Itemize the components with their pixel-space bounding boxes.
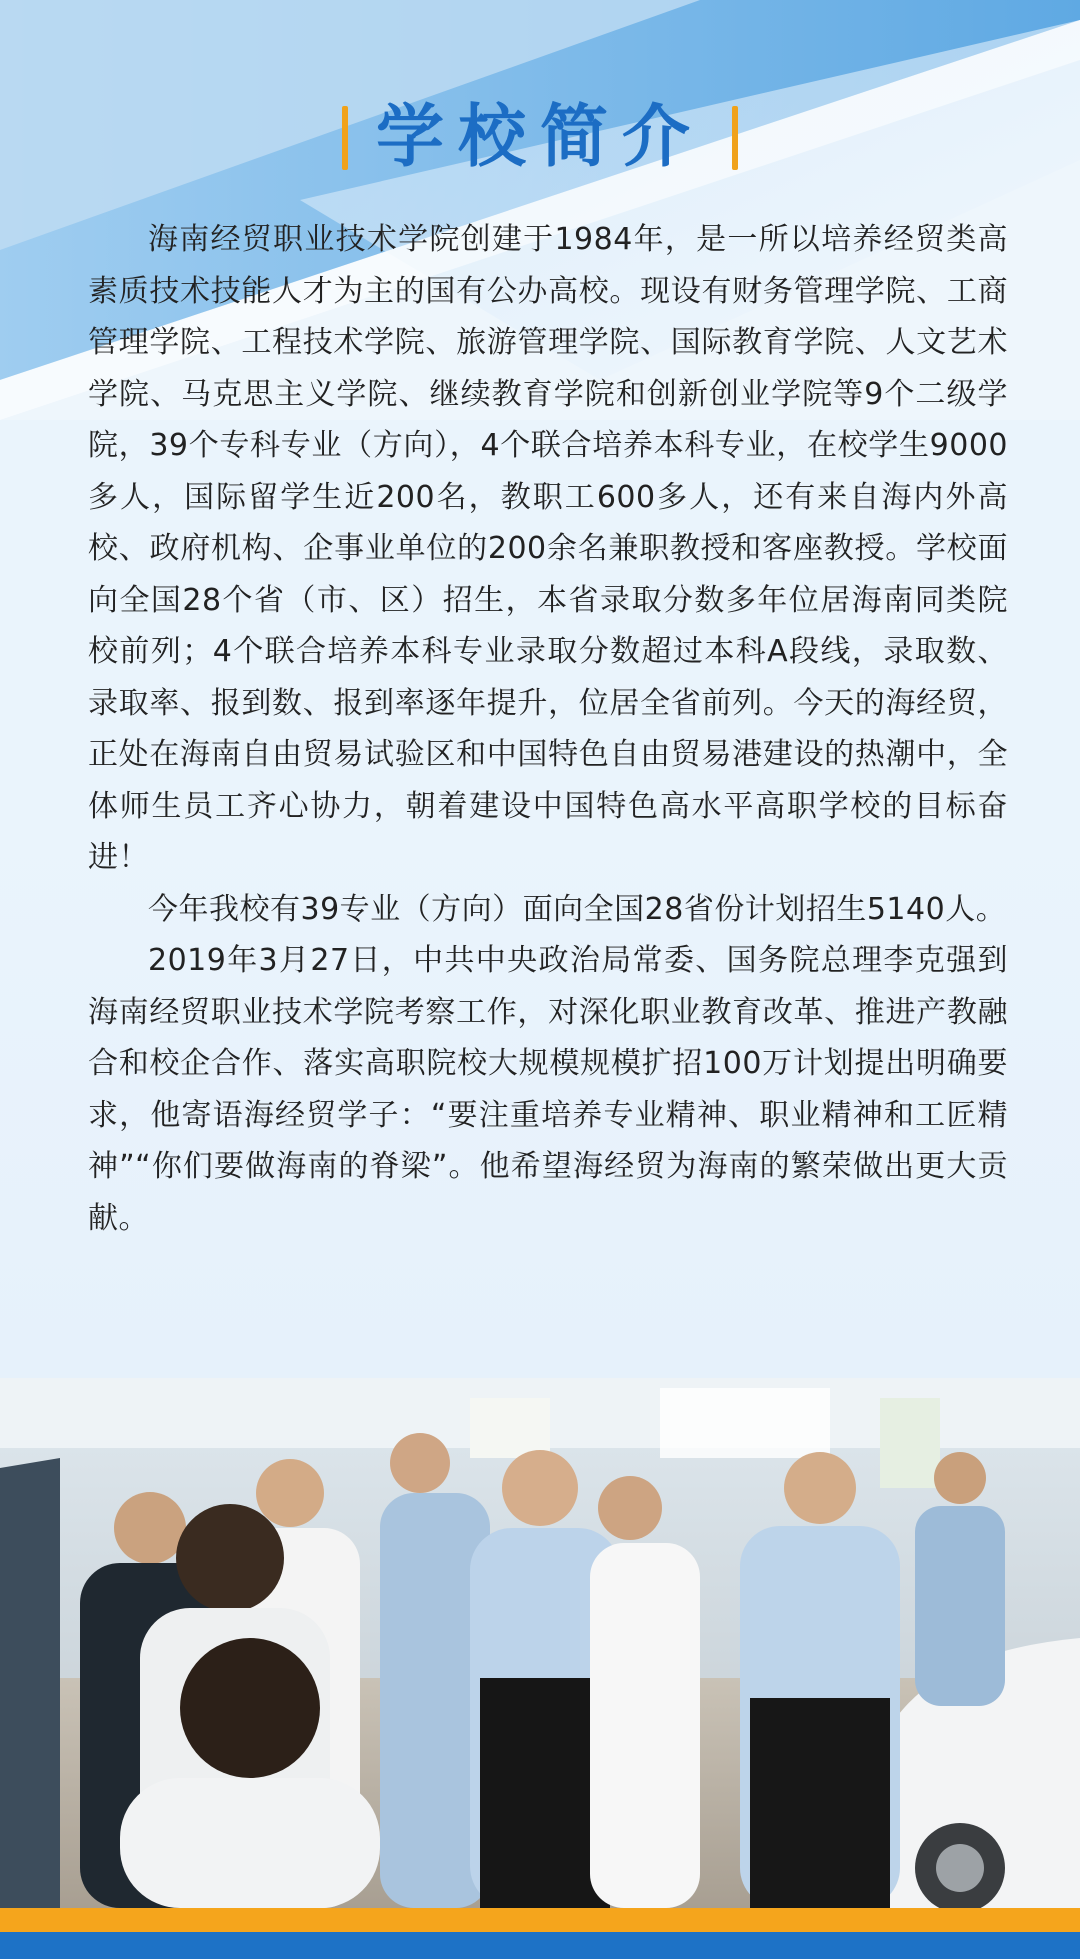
article-body — [88, 214, 1008, 1244]
title-block — [0, 98, 1080, 178]
campus-visit-photo — [0, 1378, 1080, 1908]
title-bar-left — [342, 106, 348, 170]
photo-illustration — [0, 1378, 1080, 1908]
page-title: 学校简介 — [375, 98, 704, 177]
footer-stripe-orange — [0, 1908, 1080, 1932]
paragraph-enrollment: 今年我校有39专业（方向）面向全国28省份计划招生5140人。 — [148, 891, 1007, 927]
title-bar-right — [732, 106, 738, 170]
paragraph-intro: 海南经贸职业技术学院创建于1984年，是一所以培养经贸类高素质技术技能人才为主的国有公办高校。现设有财务管理学院、工商管理学院、工程技术学院、旅游管理学院、国际教育学院、人文艺术学院、马克思主义学院、继续教育学院和创新创业学院等9个二级学院，39个专科专业（方向），4个联合培养本科专业，在校学生9000多人，国际留学生近200名，教职工600多人，还有来自海内外高校、政府机构、企事业单位的200余名兼职教授和客座教授。学校面向全国28个省（市、区）招生，本省录取分数多年位居海南同类院校前列；4个联合培养本科专业录取分数超过本科A段线，录取数、录取率、报到数、报到率逐年提升，位居全省前列。今天的海经贸，正处在海南自由贸易试验区和中国特色自由贸易港建设的热潮中，全体师生员工齐心协力，朝着建设中国特色高水平高职学校的目标奋进！ — [88, 222, 1008, 875]
footer-stripe-blue — [0, 1932, 1080, 1959]
paragraph-visit: 2019年3月27日，中共中央政治局常委、国务院总理李克强到海南经贸职业技术学院考察工作，对深化职业教育改革、推进产教融合和校企合作、落实高职院校大规模规模扩招100万计划提出明确要求，他寄语海经贸学子：“要注重培养专业精神、职业精神和工匠精神”“你们要做海南的脊梁”。他希望海经贸为海南的繁荣做出更大贡献。 — [88, 943, 1008, 1236]
